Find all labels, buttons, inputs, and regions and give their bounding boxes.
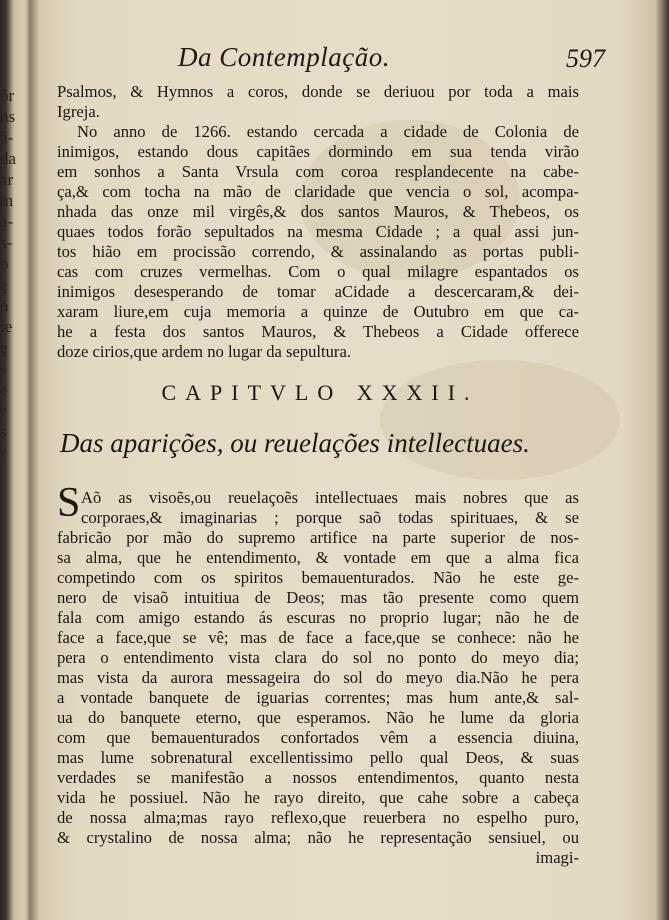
text-line: competindo com os spiritos bemauenturados. Não he este ge- — [57, 568, 579, 587]
facing-page-fragment: e — [0, 380, 8, 399]
facing-page-fragment: s — [0, 422, 7, 441]
text-line: fabricão por mão do supremo artifice na parte superior de nos- — [57, 528, 579, 547]
text-line: pera o entendimento vista clara do sol no ponto do meyo dia; — [57, 648, 579, 667]
text-line: inimigos desesperando de tomar aCidade a descercaram,& dei- — [57, 282, 579, 301]
text-line: face a face,que se vê; mas de face a face,que se conhece: não he — [57, 628, 579, 647]
facing-page-fragment: m — [0, 191, 14, 210]
text-line: mas lume sobrenatural excellentissimo pello qual Deos, & suas — [57, 748, 579, 767]
text-line: fala com amigo estando ás escuras no proprio lugar; não he de — [57, 608, 579, 627]
facing-page-fragment: r — [0, 401, 6, 420]
section-1-text — [57, 82, 579, 362]
text-line: tos hião em procissão correndo, & assinalando as portas publi- — [57, 242, 579, 261]
text-line: nhada das onze mil virgês,& dos santos Mauros, & Thebeos, os — [57, 202, 579, 221]
text-line: de nossa alma;mas rayo reflexo,que reuerbera no espelho puro, — [57, 808, 579, 827]
facing-page-fragment: ns — [0, 107, 16, 126]
text-line: com que bemauenturados confortados vêm a essencia diuina, — [57, 728, 579, 747]
text-line: he a festa dos santos Mauros, & Thebeos a Cidade offerece — [57, 322, 579, 341]
text-line: inimigos, estando dous capitães dormindo em sua tenda virão — [57, 142, 579, 161]
text-line: corporaes,& imaginarias ; porque saõ todas spirituaes, & se — [81, 508, 579, 527]
facing-page-fragment: ie — [0, 317, 13, 336]
text-line: quaes todos forão sepultados na mesma Cidade ; a qual assi jun- — [57, 222, 579, 241]
text-line: doze cirios,que ardem no lugar da sepultura. — [57, 342, 351, 361]
drop-cap: S — [57, 480, 81, 526]
facing-page-edge — [0, 0, 28, 920]
text-line: Aõ as visoẽs,ou reuelaçoẽs intellectuaes mais nobres que as — [81, 488, 579, 507]
text-line: vida he possiuel. Não he rayo direito, que cahe sobre a cabeça — [57, 788, 579, 807]
text-line: em sonhos a Santa Vrsula com coroa resplandecente na cabe- — [57, 162, 579, 181]
facing-page-fragment: s — [0, 359, 7, 378]
text-line: xaram liure,em cuja memoria a quinze de Outubro em que ca- — [57, 302, 579, 321]
text-line: Igreja. — [57, 102, 100, 121]
text-line: a vontade banquete de iguarias correntes; mas hum ante,& sal- — [57, 688, 579, 707]
catchword: imagi- — [535, 848, 579, 867]
facing-page-fragment: õr — [0, 86, 15, 105]
text-line: ua do banquete eterno, que esperamos. Não he lume da gloria — [57, 708, 579, 727]
text-line: No anno de 1266. estando cercada a cidade de Colonia de — [77, 122, 579, 141]
text-line: verdades se manifestão a nossos entendimentos, quanto nesta — [57, 768, 579, 787]
facing-page-fragment: n — [0, 296, 9, 315]
facing-page-fragment: ę — [0, 275, 8, 294]
text-line: Psalmos, & Hymnos a coros, donde se deriuou por toda a mais — [57, 82, 579, 101]
facing-page-fragment: s- — [0, 233, 13, 252]
facing-page-fragment: da — [0, 149, 17, 168]
facing-page-fragment: ã- — [0, 128, 14, 147]
facing-page-fragment: o — [0, 254, 9, 273]
text-line: nero de visaõ intuitiua de Deos; mas tão presente como quem — [57, 588, 579, 607]
chapter-subtitle: Das aparições, ou reuelações intellectuaes. — [60, 428, 530, 458]
facing-page-fragment: ę — [0, 338, 8, 357]
text-line: & crystalino de nossa alma; não he representação sensiuel, ou — [57, 828, 579, 847]
facing-page-fragment: ar — [0, 170, 14, 189]
page-number: 597 — [566, 44, 605, 73]
running-title: Da Contemplação. — [178, 42, 390, 72]
section-2-text — [57, 488, 579, 868]
page-header — [40, 42, 645, 82]
text-line: cas com cruzes vermelhas. Com o qual milagre espantados os — [57, 262, 579, 281]
book-page — [40, 36, 645, 906]
text-line: ça,& com tocha na mão de claridade que vencia o sol, acompa- — [57, 182, 579, 201]
facing-page-fragment: r — [0, 443, 6, 462]
chapter-heading: CAPITVLO XXXII. — [161, 380, 479, 405]
text-line: mas vista da aurora messageira do sol do meyo dia.Não he pera — [57, 668, 579, 687]
text-line: sa alma, que he entendimento, & vontade em que a alma fica — [57, 548, 579, 567]
facing-page-fragment: a- — [0, 212, 14, 231]
